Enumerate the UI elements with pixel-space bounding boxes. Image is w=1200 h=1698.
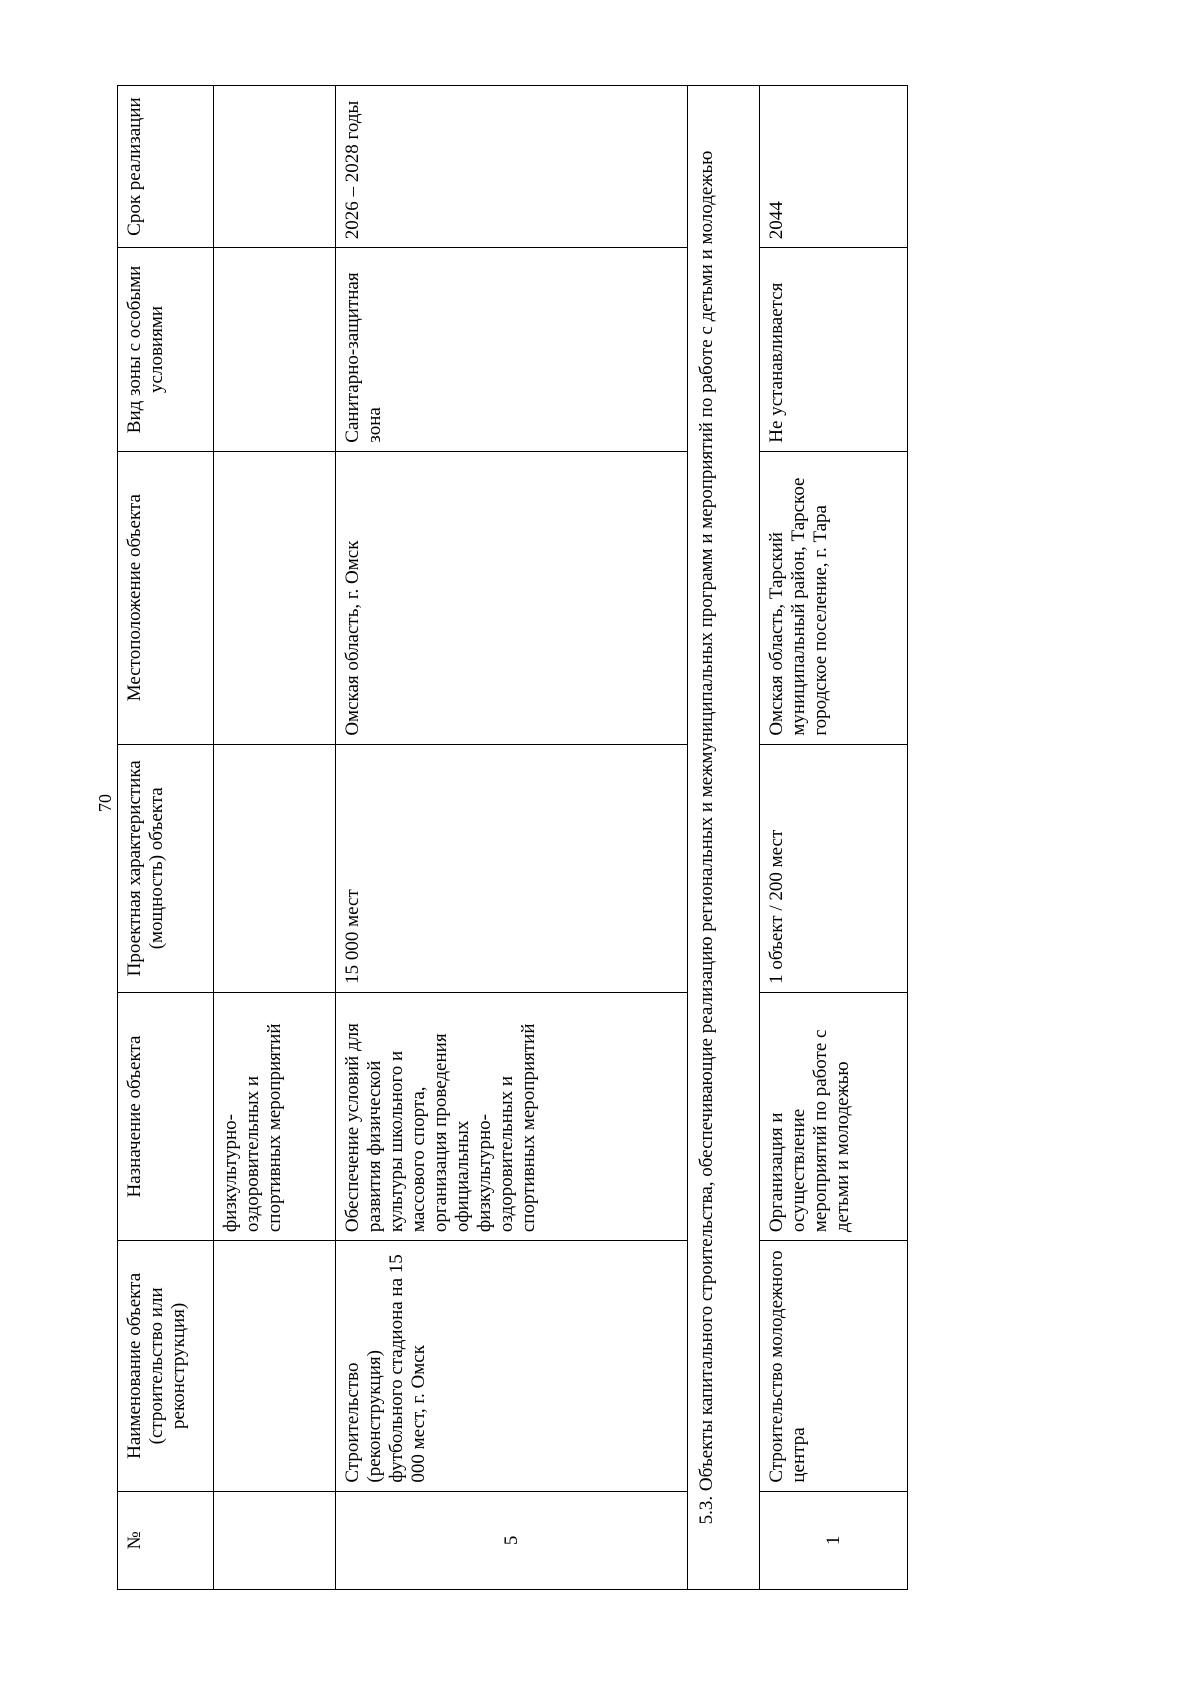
cell-term: 2026 – 2028 годы <box>336 86 688 248</box>
header-zone: Вид зоны с особыми условиями <box>118 248 214 452</box>
header-location: Местоположение объекта <box>118 451 214 744</box>
header-capacity: Проектная характеристика (мощность) объекта <box>118 744 214 992</box>
cell-num: 1 <box>760 1491 908 1589</box>
cell-purpose: физкультурно-оздоровительных и спортивных мероприятий <box>214 992 336 1240</box>
section-heading: 5.3. Объекты капитального строительства, обеспечивающие реализацию региональных и межмуниципальных программ и мероприятий по работе с детьми и молодежью <box>688 86 760 1590</box>
header-num: № <box>118 1491 214 1589</box>
rotated-table-container <box>117 85 917 1590</box>
cell-location <box>214 451 336 744</box>
cell-object-name: Строительство молодежного центра <box>760 1241 908 1491</box>
objects-table <box>117 85 908 1590</box>
cell-capacity <box>214 744 336 992</box>
cell-capacity: 15 000 мест <box>336 744 688 992</box>
cell-zone: Не устанавливается <box>760 248 908 452</box>
page-number: 70 <box>95 794 115 812</box>
cell-purpose: Обеспечение условий для развития физической культуры школьного и массового спорта, организация проведения официальных физкультурно-оздоровительных и спортивных мероприятий <box>336 992 688 1240</box>
cell-object-name <box>214 1241 336 1491</box>
table-row <box>760 86 908 1590</box>
cell-zone: Санитарно-защитная зона <box>336 248 688 452</box>
cell-num: 5 <box>336 1491 688 1589</box>
cell-capacity: 1 объект / 200 мест <box>760 744 908 992</box>
section-heading-row <box>688 86 760 1590</box>
cell-purpose: Организация и осуществление мероприятий по работе с детьми и молодежью <box>760 992 908 1240</box>
header-purpose: Назначение объекта <box>118 992 214 1240</box>
header-term: Срок реализации <box>118 86 214 248</box>
cell-num <box>214 1491 336 1589</box>
cell-term <box>214 86 336 248</box>
header-object-name: Наименование объекта (строительство или реконструкция) <box>118 1241 214 1491</box>
cell-location: Омская область, Тарский муниципальный район, Тарское городское поселение, г. Тара <box>760 451 908 744</box>
cell-zone <box>214 248 336 452</box>
table-header-row <box>118 86 214 1590</box>
cell-term: 2044 <box>760 86 908 248</box>
table-row <box>214 86 336 1590</box>
cell-location: Омская область, г. Омск <box>336 451 688 744</box>
table-row <box>336 86 688 1590</box>
cell-object-name: Строительство (реконструкция) футбольного стадиона на 15 000 мест, г. Омск <box>336 1241 688 1491</box>
